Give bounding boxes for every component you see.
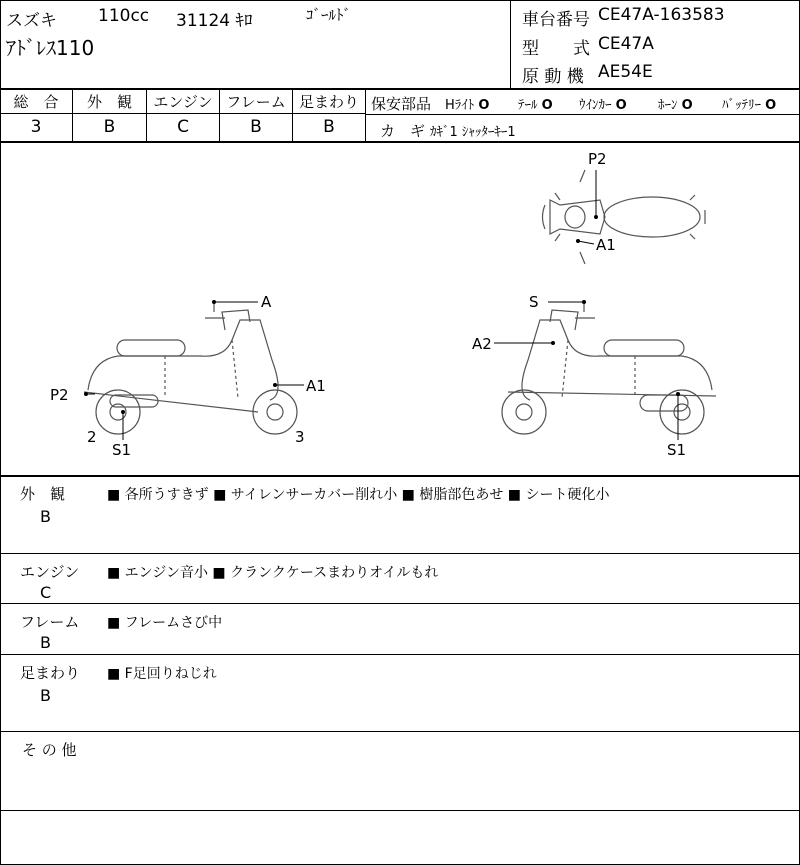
engine-label: 原 動 機	[522, 67, 584, 87]
section-exterior-grade: B	[40, 507, 51, 526]
section-engine-label: エンジン	[20, 563, 80, 581]
model-code-label: 型 式	[522, 39, 590, 59]
section-exterior-text: ■ 各所うすきず ■ サイレンサーカバー削れ小 ■ 樹脂部色あせ ■ シート硬化小	[107, 487, 610, 503]
section-suspension-text: ■ F足回りねじれ	[107, 666, 217, 682]
engine-grade: C	[177, 117, 189, 137]
color: ｺﾞｰﾙﾄﾞ	[306, 6, 352, 24]
frame-no-label: 車台番号	[522, 10, 590, 30]
diagram-label-left-a1: A1	[306, 377, 326, 395]
safety-tail: ﾃｰﾙ O	[518, 98, 553, 113]
scooter-left-view	[84, 300, 297, 434]
scooter-right-view	[502, 300, 716, 434]
frame-no: CE47A-163583	[598, 5, 725, 25]
diagram-label-left-s1: S1	[112, 441, 132, 459]
key-label: カ ギ	[380, 122, 426, 140]
mileage: 31124 ｷﾛ	[176, 11, 253, 31]
diagram-label-left-a: A	[261, 293, 272, 311]
diagram-label-right-a2: A2	[472, 335, 492, 353]
exterior-grade: B	[103, 117, 116, 137]
divider	[0, 603, 800, 604]
divider	[510, 0, 511, 89]
section-frame-text: ■ フレームさび中	[107, 615, 223, 631]
divider	[0, 731, 800, 732]
divider	[0, 553, 800, 554]
model-code: CE47A	[598, 34, 654, 54]
section-frame-grade: B	[40, 633, 51, 652]
overall-grade: 3	[30, 117, 42, 137]
diagram-label-right-s1: S1	[667, 441, 687, 459]
safety-label: 保安部品	[371, 95, 432, 113]
maker: スズキ	[6, 11, 57, 31]
divider	[0, 88, 800, 90]
exterior-label: 外 観	[86, 93, 132, 111]
diagram-label-top-p2: P2	[588, 150, 607, 168]
section-engine-grade: C	[40, 583, 52, 602]
safety-battery: ﾊﾞｯﾃﾘｰ O	[722, 98, 777, 113]
divider	[0, 475, 800, 477]
key-value: ｶｷﾞ1 ｼｬｯﾀｰｷｰ1	[430, 125, 516, 140]
suspension-grade: B	[323, 117, 335, 137]
safety-hlight: Hﾗｲﾄ O	[445, 98, 490, 113]
scooter-top-view	[543, 170, 706, 264]
section-suspension-label: 足まわり	[20, 664, 81, 682]
divider	[0, 654, 800, 655]
divider	[0, 810, 800, 811]
overall-label: 総 合	[13, 93, 59, 111]
frame-grade-label: フレーム	[226, 93, 286, 111]
engine-code: AE54E	[598, 62, 653, 82]
diagram-label-left-3: 3	[295, 428, 305, 446]
model-name: ｱﾄﾞﾚｽ110	[6, 36, 95, 60]
section-suspension-grade: B	[40, 686, 51, 705]
divider	[365, 114, 800, 115]
diagram-label-top-a1: A1	[596, 236, 616, 254]
diagram-label-right-s: S	[529, 293, 539, 311]
frame-grade: B	[250, 117, 262, 137]
displacement: 110cc	[98, 6, 150, 26]
safety-winker: ｳｲﾝｶｰ O	[579, 98, 627, 113]
engine-grade-label: エンジン	[153, 93, 213, 111]
diagram-label-left-2: 2	[87, 428, 97, 446]
section-exterior-label: 外 観	[20, 485, 66, 503]
section-engine-text: ■ エンジン音小 ■ クランクケースまわりオイルもれ	[107, 565, 439, 581]
divider	[0, 113, 365, 114]
suspension-grade-label: 足まわり	[298, 93, 359, 111]
diagram-label-left-p2: P2	[50, 386, 69, 404]
divider	[365, 89, 366, 142]
scooter-diagram	[0, 143, 800, 475]
section-other-label: そ の 他	[22, 741, 77, 759]
section-frame-label: フレーム	[20, 613, 80, 631]
safety-horn: ﾎｰﾝ O	[658, 98, 693, 113]
